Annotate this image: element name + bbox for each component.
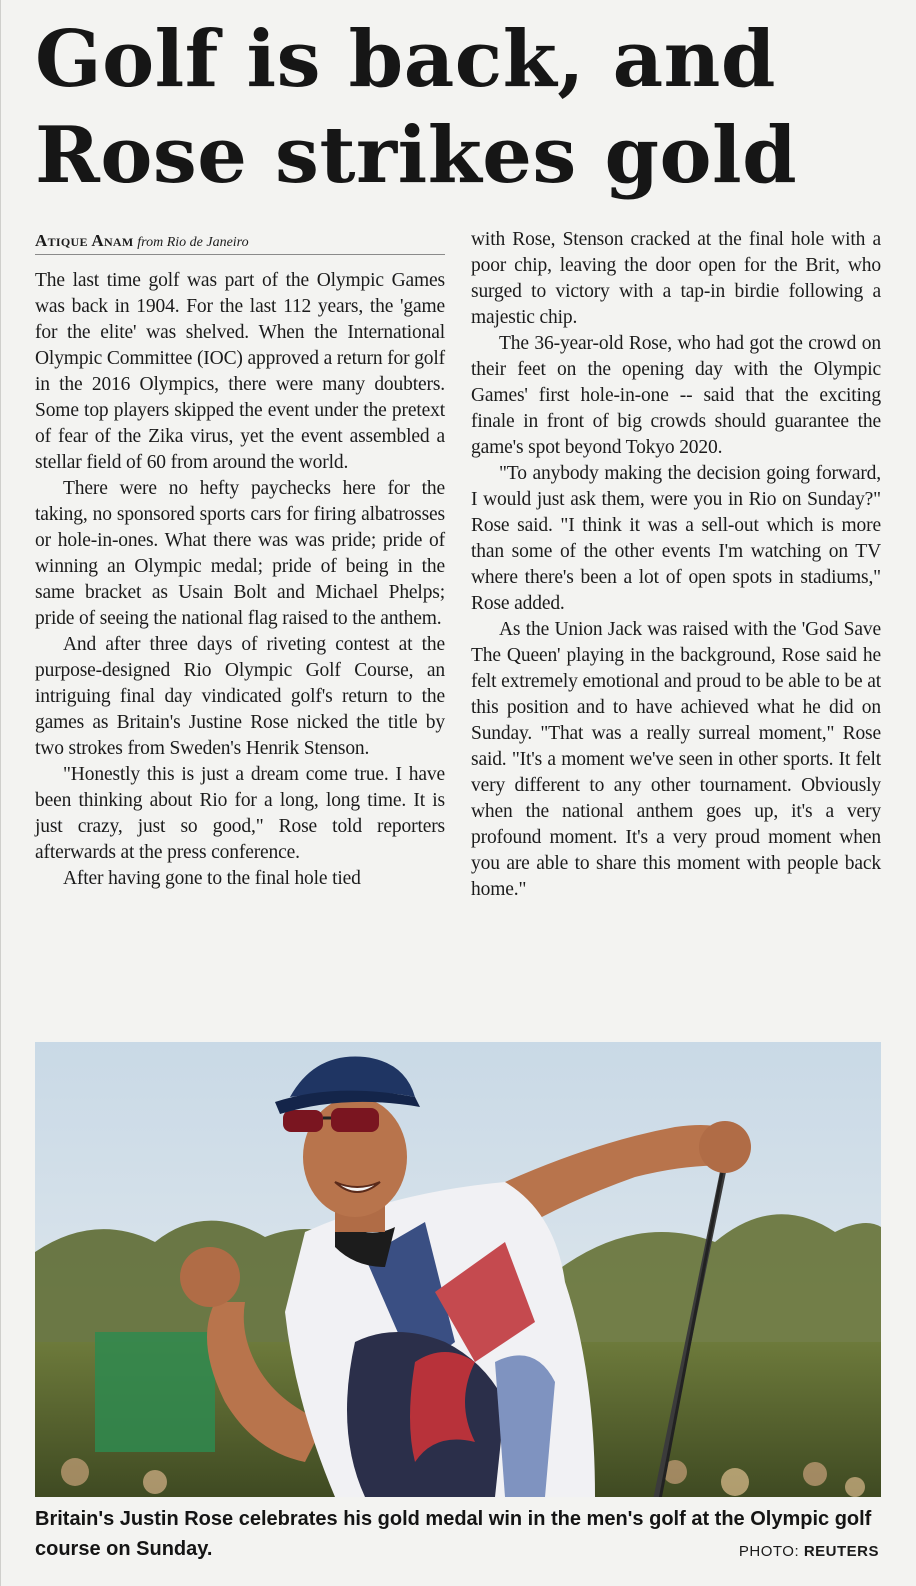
headline: [35, 12, 895, 204]
news-photo: [35, 1042, 881, 1497]
byline-location: from Rio de Janeiro: [137, 235, 249, 250]
article-paragraph: "Honestly this is just a dream come true. I have been thinking about Rio for a long, long time. It is just crazy, just so good," Rose told reporters afterwards at the press conference.: [35, 764, 445, 863]
photo-credit-label: PHOTO:: [738, 1543, 800, 1560]
headline-line-2: Rose strikes gold: [35, 110, 798, 201]
byline-author: Atique Anam: [35, 231, 134, 250]
article-paragraph: And after three days of riveting contest at the purpose-designed Rio Olympic Golf Course, an intriguing final day vindicated golf's return to the games as Britain's Justine Rose nicked the title by two strokes from Sweden's Henrik Stenson.: [35, 634, 445, 759]
photo-caption: Britain's Justin Rose celebrates his gold medal win in the men's golf at the Olympic golf course on Sunday.: [35, 1508, 872, 1560]
headline-line-1: Golf is back, and: [35, 14, 776, 105]
golfer-celebration-illustration: [35, 1042, 881, 1497]
article-paragraph: with Rose, Stenson cracked at the final hole with a poor chip, leaving the door open for the Brit, who surged to victory with a tap-in birdie following a majestic chip.: [471, 229, 881, 328]
article-paragraph: The last time golf was part of the Olympic Games was back in 1904. For the last 112 years, the 'game for the elite' was shelved. When the International Olympic Committee (IOC) approved a return for golf in the 2016 Olympics, there were many doubters. Some top players skipped the event under the pretext of fear of the Zika virus, yet the event assembled a stellar field of 60 from around the world.: [35, 270, 446, 473]
photo-credit: [739, 1543, 879, 1560]
article-paragraph: As the Union Jack was raised with the 'God Save The Queen' playing in the background, Rose said he felt extremely emotional and proud to be able to be at this position and to have achieved what he did on Sunday. "That was a really surreal moment," Rose said. "It's a moment we've seen in other sports. It felt very different to any other tournament. Obviously when the national anthem goes up, it's a very profound moment. It's a very proud moment when you are able to share this moment with people back home.": [471, 619, 881, 900]
article-paragraph: There were no hefty paychecks here for the taking, no sponsored sports cars for firing albatrosses or hole-in-ones. What there was was pride; pride of winning an Olympic medal; pride of being in the same bracket as Usain Bolt and Michael Phelps; pride of seeing the national flag raised to the anthem.: [35, 478, 445, 629]
byline: [35, 230, 445, 254]
photo-credit-agency: REUTERS: [803, 1543, 879, 1560]
byline-divider: [35, 254, 445, 255]
article-paragraph: "To anybody making the decision going forward, I would just ask them, were you in Rio on Sunday?" Rose said. "I think it was a sell-out which is more than some of the other events I'm watching on TV where there's been a lot of open spots in stadiums," Rose added.: [471, 463, 881, 614]
article-paragraph: The 36-year-old Rose, who had got the crowd on their feet on the opening day with the Olympic Games' first hole-in-one -- said that the exciting finale in front of big crowds should guarantee the game's spot beyond Tokyo 2020.: [471, 333, 881, 458]
article-paragraph: After having gone to the final hole tied: [63, 868, 361, 889]
article-column-right: [471, 227, 881, 903]
article-column-left: [35, 268, 445, 892]
